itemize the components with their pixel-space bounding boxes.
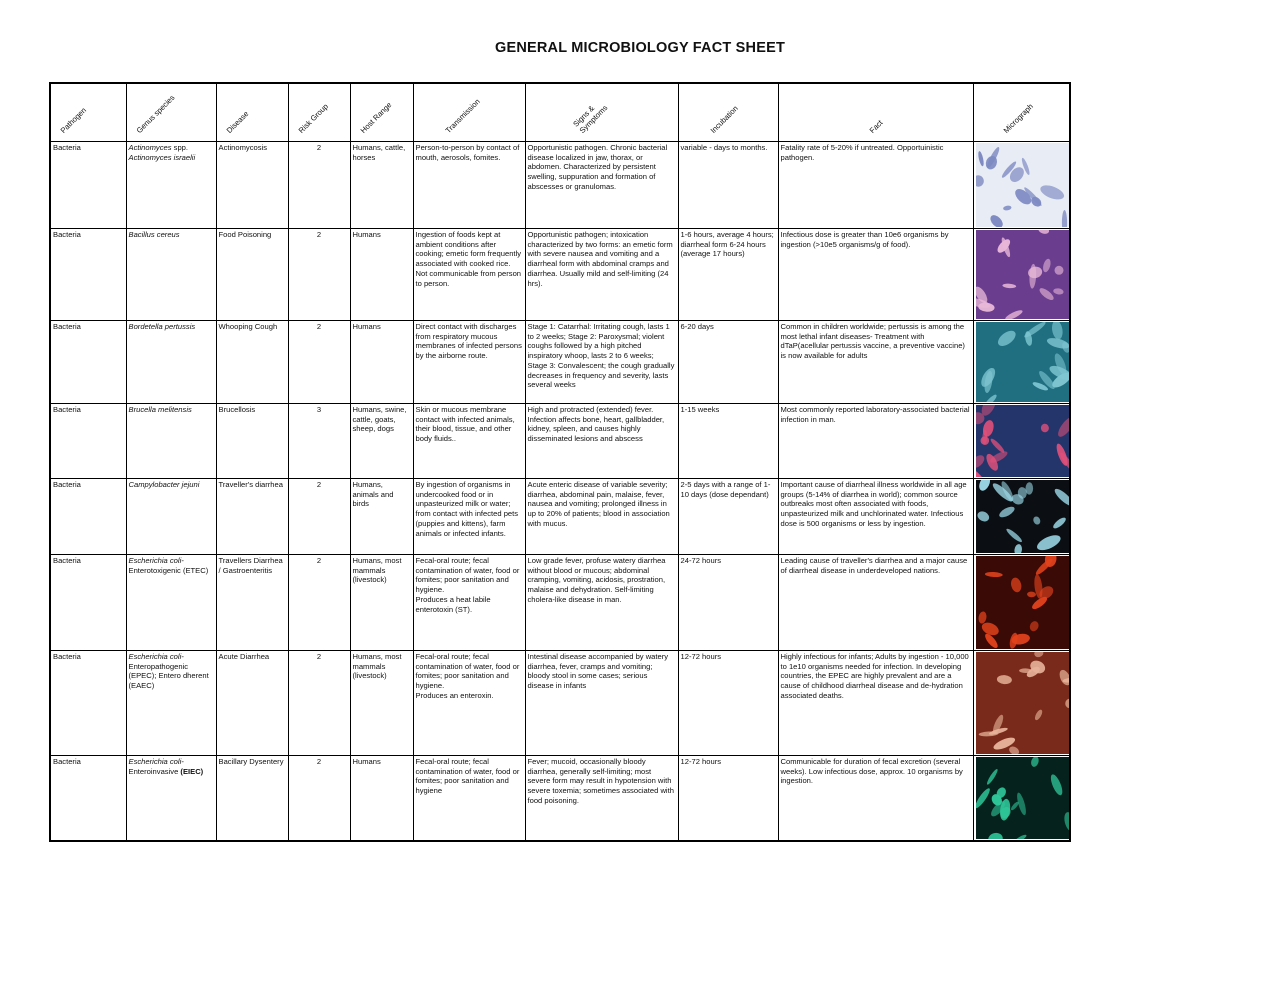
header-cell (413, 83, 525, 142)
transmission-cell: Skin or mucous membrane contact with infected animals, their blood, tissue, and other body fluids.. (413, 404, 525, 479)
pathogen-cell: Bacteria (50, 651, 126, 756)
signs-cell: Fever; mucoid, occasionally bloody diarrhea, generally self-limiting; most severe form may result in hypotension with severe toxemia; sometimes associated with food poisoning. (525, 756, 678, 842)
risk-group-cell: 2 (288, 229, 350, 321)
header-label: Disease (224, 109, 250, 135)
incubation-cell: 12-72 hours (678, 651, 778, 756)
micrograph-image (976, 480, 1071, 553)
signs-cell: High and protracted (extended) fever. Infection affects bone, heart, gallbladder, kidney, spleen, and causes highly disseminated lesions and abscess (525, 404, 678, 479)
table-row (50, 142, 1070, 229)
genus-subtype: Enterotoxigenic (ETEC) (128, 565, 209, 575)
header-cell (350, 83, 413, 142)
micrograph-cell (973, 651, 1070, 756)
disease-cell: Actinomycosis (216, 142, 288, 229)
micrograph-cell (973, 142, 1070, 229)
fact-cell: Fatality rate of 5-20% if untreated. Opportuinistic pathogen. (778, 142, 973, 229)
genus-name: Escherichia coli- (128, 757, 184, 766)
micrograph-cell (973, 479, 1070, 555)
header-label: Pathogen (58, 105, 88, 135)
transmission-cell: Direct contact with discharges from respiratory mucous membranes of infected persons by the airborne route. (413, 321, 525, 404)
table-row (50, 756, 1070, 842)
risk-group-cell: 2 (288, 321, 350, 404)
fact-cell: Communicable for duration of fecal excretion (several weeks). Low infectious dose, approx. 10 organisms by ingestion. (778, 756, 973, 842)
header-cell (216, 83, 288, 142)
fact-cell: Most commonly reported laboratory-associated bacterial infection in man. (778, 404, 973, 479)
header-cell (778, 83, 973, 142)
header-label: Fact (867, 118, 884, 135)
genus-cell (126, 321, 216, 404)
transmission-cell: Fecal-oral route; fecal contamination of water, food or fomites; poor sanitation and hygiene. Produces an enteroxin. (413, 651, 525, 756)
header-label: Incubation (708, 103, 740, 135)
disease-cell: Food Poisoning (216, 229, 288, 321)
genus-subtype: Enteroinvasive (128, 766, 181, 776)
genus-name: Escherichia coli- (128, 556, 184, 565)
genus-name-2: Actinomyces israelii (128, 152, 196, 162)
incubation-cell: 2-5 days with a range of 1-10 days (dose dependant) (678, 479, 778, 555)
transmission-cell: Fecal-oral route; fecal contamination of water, food or fomites; poor sanitation and hygiene. Produces a heat labile enterotoxin (ST). (413, 555, 525, 651)
micrograph-cell (973, 321, 1070, 404)
table-row (50, 555, 1070, 651)
micrograph-image (976, 652, 1071, 754)
disease-cell: Traveller's diarrhea (216, 479, 288, 555)
genus-name: Brucella melitensis (128, 405, 192, 414)
risk-group-cell: 2 (288, 479, 350, 555)
host-range-cell: Humans, animals and birds (350, 479, 413, 555)
disease-cell: Bacillary Dysentery (216, 756, 288, 842)
transmission-cell: Fecal-oral route; fecal contamination of water, food or fomites; poor sanitation and hygiene (413, 756, 525, 842)
micrograph-image (976, 556, 1071, 649)
incubation-cell: 6-20 days (678, 321, 778, 404)
signs-cell: Acute enteric disease of variable severity; diarrhea, abdominal pain, malaise, fever, nausea and vomiting; prolonged illness in up to 20% of patients; blood in association with mucus. (525, 479, 678, 555)
incubation-cell: 1-6 hours, average 4 hours; diarrheal form 6-24 hours (average 17 hours) (678, 229, 778, 321)
genus-name: Actinomyces (128, 143, 172, 152)
page-title: GENERAL MICROBIOLOGY FACT SHEET (494, 40, 786, 56)
pathogen-cell: Bacteria (50, 555, 126, 651)
disease-cell: Whooping Cough (216, 321, 288, 404)
header-label: Micrograph (1001, 101, 1035, 135)
disease-cell: Travellers Diarrhea / Gastroenteritis (216, 555, 288, 651)
host-range-cell: Humans, most mammals (livestock) (350, 555, 413, 651)
fact-cell: Infectious dose is greater than 10e6 organisms by ingestion (>10e5 organisms/g of food). (778, 229, 973, 321)
host-range-cell: Humans (350, 321, 413, 404)
genus-name: Escherichia coli- (128, 652, 184, 661)
genus-cell (126, 555, 216, 651)
host-range-cell: Humans, swine, cattle, goats, sheep, dogs (350, 404, 413, 479)
micrograph-cell (973, 404, 1070, 479)
signs-cell: Stage 1: Catarrhal: Irritating cough, lasts 1 to 2 weeks; Stage 2: Paroxysmal; violent coughs followed by a high pitched inspiratory whoop, lasts 2 to 6 weeks; Stage 3: Convalescent; the cough gradually decreases in frequency and severity, lasts several weeks (525, 321, 678, 404)
pathogen-cell: Bacteria (50, 404, 126, 479)
incubation-cell: 1-15 weeks (678, 404, 778, 479)
pathogen-cell: Bacteria (50, 321, 126, 404)
transmission-cell: Ingestion of foods kept at ambient conditions after cooking; emetic form frequently associated with cooked rice. Not communicable from person to person. (413, 229, 525, 321)
genus-cell (126, 404, 216, 479)
genus-subtype-bold: (EIEC) (180, 766, 204, 776)
incubation-cell: variable - days to months. (678, 142, 778, 229)
risk-group-cell: 2 (288, 555, 350, 651)
genus-name: Bordetella pertussis (128, 322, 196, 331)
incubation-cell: 12-72 hours (678, 756, 778, 842)
header-row (50, 83, 1070, 142)
table-row (50, 651, 1070, 756)
genus-cell (126, 651, 216, 756)
header-cell (288, 83, 350, 142)
table-row (50, 229, 1070, 321)
micrograph-image (976, 230, 1071, 319)
micrograph-image (976, 405, 1071, 477)
genus-cell (126, 756, 216, 842)
genus-name: Bacillus cereus (128, 230, 180, 239)
fact-cell: Highly infectious for infants; Adults by ingestion - 10,000 to 1e10 organisms needed for infection. In developing countries, the EPEC are highly prevalent and are a cause of childhood diarrheal disease and de-hydration associated deaths. (778, 651, 973, 756)
pathogen-cell: Bacteria (50, 479, 126, 555)
header-cell (973, 83, 1070, 142)
pathogen-cell: Bacteria (50, 229, 126, 321)
genus-cell (126, 142, 216, 229)
transmission-cell: Person-to-person by contact of mouth, aerosols, fomites. (413, 142, 525, 229)
host-range-cell: Humans, cattle, horses (350, 142, 413, 229)
pathogen-cell: Bacteria (50, 142, 126, 229)
micrograph-image (976, 757, 1071, 839)
pathogen-cell: Bacteria (50, 756, 126, 842)
micrograph-cell (973, 555, 1070, 651)
host-range-cell: Humans (350, 229, 413, 321)
micrograph-image (976, 143, 1071, 227)
micrograph-cell (973, 756, 1070, 842)
micrograph-cell (973, 229, 1070, 321)
genus-cell (126, 229, 216, 321)
risk-group-cell: 2 (288, 651, 350, 756)
header-cell (678, 83, 778, 142)
fact-cell: Leading cause of traveller's diarrhea and a major cause of diarrheal disease in underdeveloped nations. (778, 555, 973, 651)
host-range-cell: Humans, most mammals (livestock) (350, 651, 413, 756)
table-row (50, 404, 1070, 479)
host-range-cell: Humans (350, 756, 413, 842)
fact-cell: Important cause of diarrheal illness worldwide in all age groups (5-14% of diarrhea in world); common source outbreaks most often associated with foods, unpasteurized milk and unchlorinated water. Infectious dose is 500 organisms or less by ingestion. (778, 479, 973, 555)
fact-cell: Common in children worldwide; pertussis is among the most lethal infant diseases- Treatment with dTaP(acellular pertussis vaccine, a preventive vaccine) is now available for adults (778, 321, 973, 404)
signs-cell: Opportunistic pathogen; intoxication characterized by two forms: an emetic form with severe nausea and vomiting and a diarrheal form with abdominal cramps and diarrhea. Usually mild and self-limiting (24 hrs). (525, 229, 678, 321)
table-row (50, 479, 1070, 555)
disease-cell: Brucellosis (216, 404, 288, 479)
header-label: Host Range (358, 100, 393, 135)
risk-group-cell: 2 (288, 142, 350, 229)
header-cell (525, 83, 678, 142)
incubation-cell: 24-72 hours (678, 555, 778, 651)
genus-suffix: spp. (171, 143, 189, 152)
fact-sheet-table (49, 82, 1071, 842)
header-label: Transmission (443, 96, 482, 135)
micrograph-image (976, 322, 1071, 402)
risk-group-cell: 2 (288, 756, 350, 842)
risk-group-cell: 3 (288, 404, 350, 479)
transmission-cell: By ingestion of organisms in undercooked food or in unpasteurized milk or water; from contact with infected pets (puppies and kittens), farm animals or infected infants. (413, 479, 525, 555)
signs-cell: Opportunistic pathogen. Chronic bacterial disease localized in jaw, thorax, or abdomen. Characterized by persistent swelling, suppuration and formation of abscesses or granulomas. (525, 142, 678, 229)
header-label: Signs & Symptoms (570, 103, 609, 135)
genus-name: Campylobacter jejuni (128, 480, 200, 489)
signs-cell: Intestinal disease accompanied by watery diarrhea, fever, cramps and vomiting; bloody stool in some cases; serious disease in infants (525, 651, 678, 756)
signs-cell: Low grade fever, profuse watery diarrhea without blood or mucous; abdominal cramping, vomiting, acidosis, prostration, malaise and dehydration. Self-limiting cholera-like disease in man. (525, 555, 678, 651)
disease-cell: Acute Diarrhea (216, 651, 288, 756)
header-cell (50, 83, 126, 142)
genus-cell (126, 479, 216, 555)
header-cell (126, 83, 216, 142)
header-label: Genus species (134, 93, 177, 135)
table-row (50, 321, 1070, 404)
header-label: Risk Group (296, 101, 330, 135)
genus-subtype: Enteropathogenic (EPEC); Entero dherent (EAEC) (128, 661, 209, 691)
